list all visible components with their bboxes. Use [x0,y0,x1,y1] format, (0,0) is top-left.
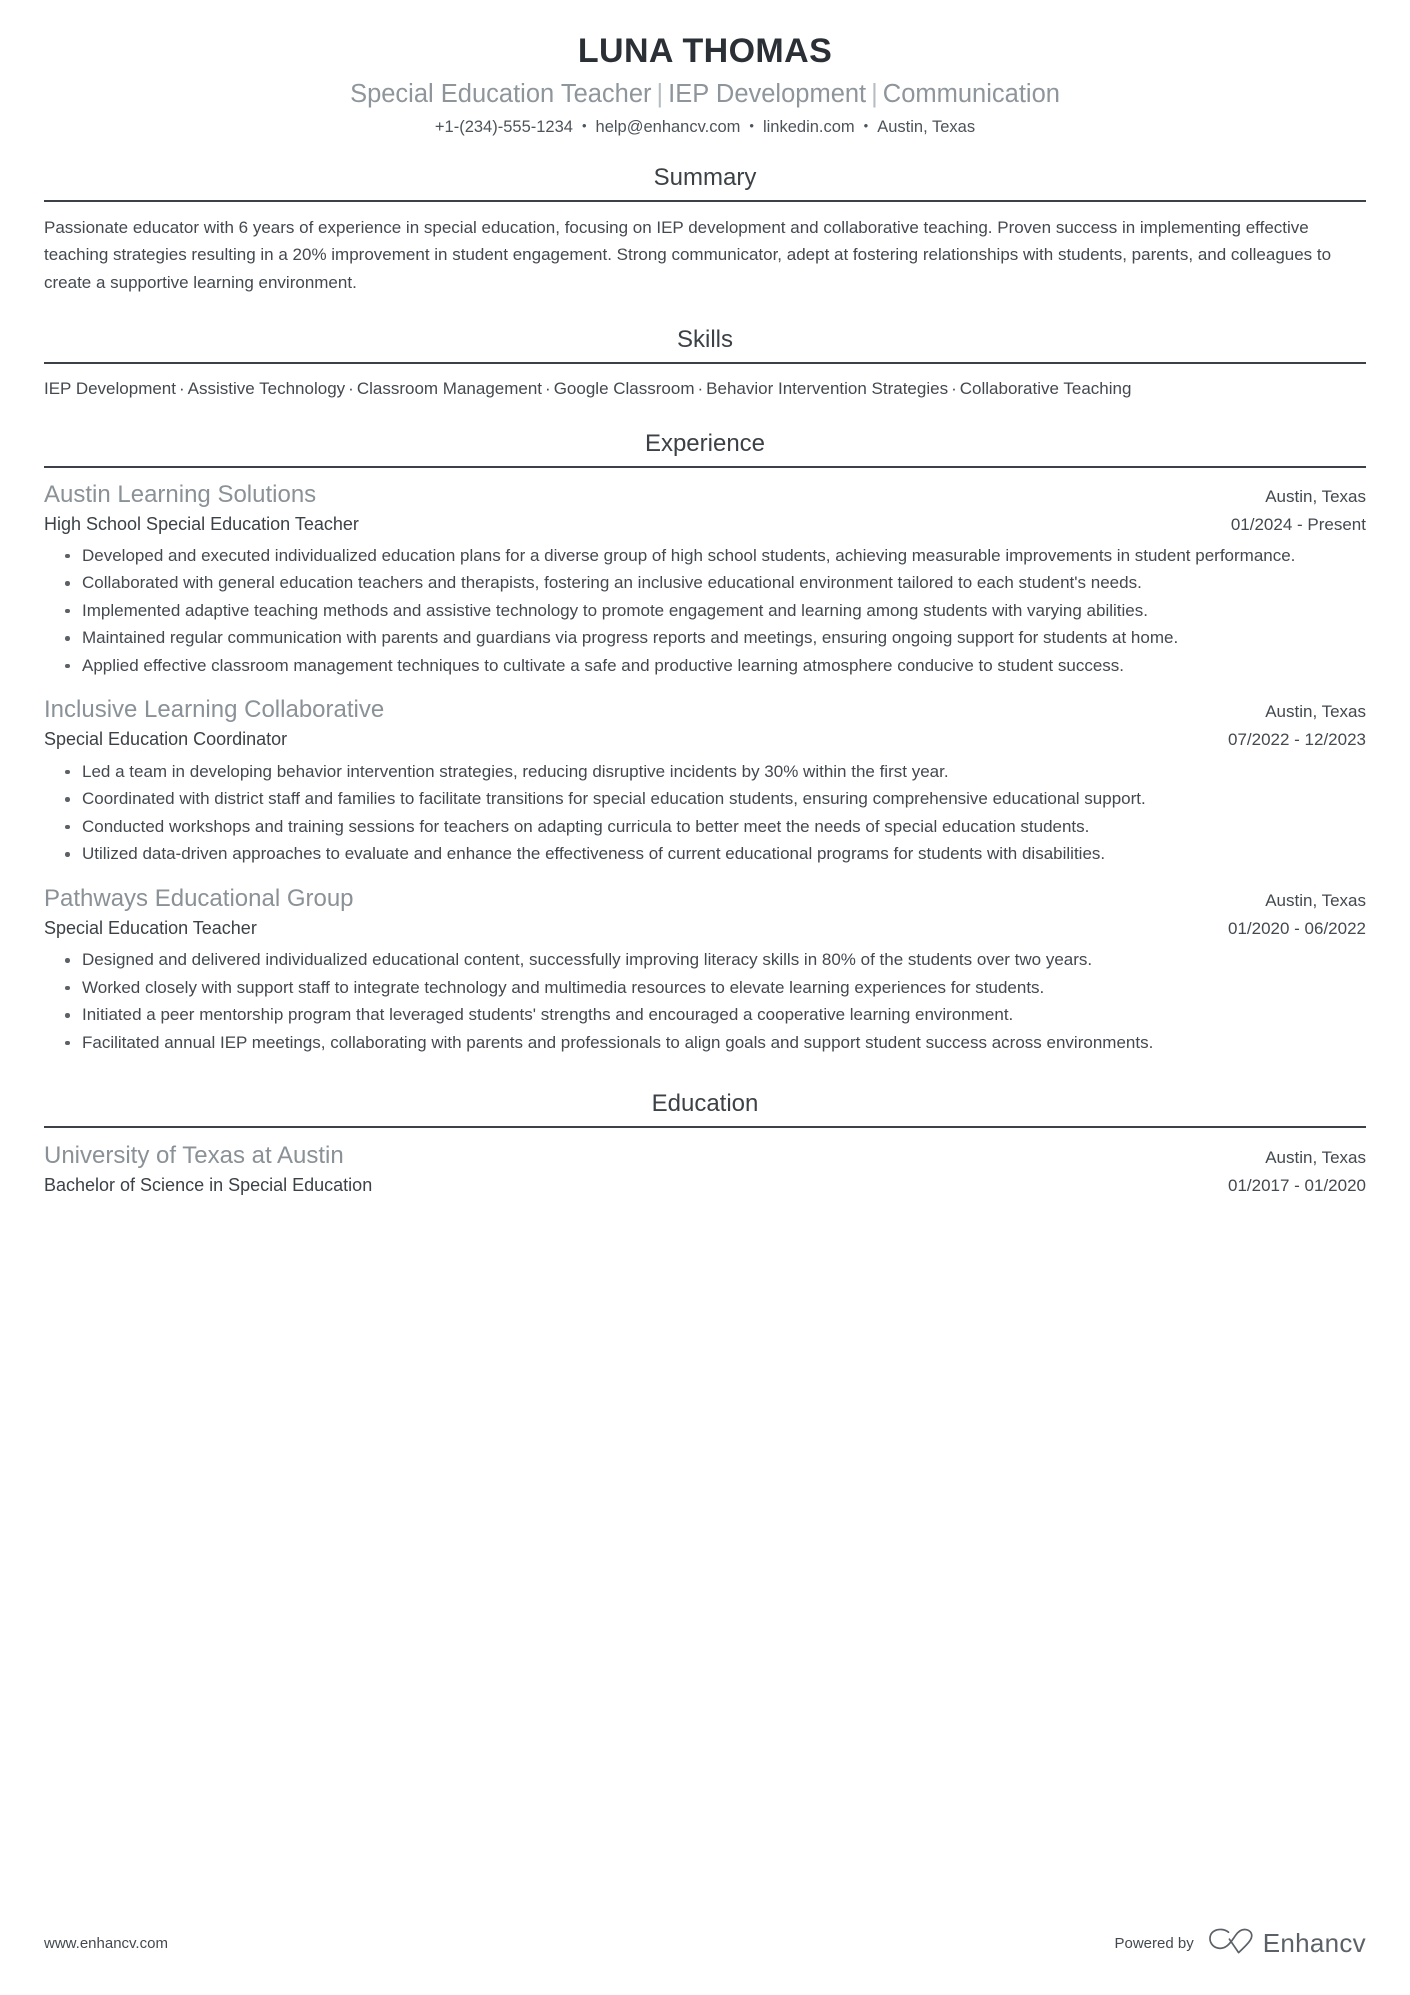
skill-item: Classroom Management [356,379,543,399]
footer-website-url[interactable]: www.enhancv.com [44,1935,168,1952]
job-bullet: Facilitated annual IEP meetings, collaborating with parents and professionals to align goals and support student success across environments. [65,1030,1366,1057]
footer-brand [1114,1928,1366,1959]
section-summary [44,164,1366,296]
contact-email[interactable]: help@enhancv.com [595,117,741,136]
contact-website[interactable]: linkedin.com [762,117,855,136]
job-bullet: Designed and delivered individualized educational content, successfully improving literacy skills in 80% of the students over two years. [65,947,1366,974]
job-bullet: Developed and executed individualized education plans for a diverse group of high school students, achieving measurable improvements in student performance. [65,543,1366,570]
job-bullet: Maintained regular communication with parents and guardians via progress reports and meetings, ensuring ongoing support for students at home. [65,625,1366,652]
school-location: Austin, Texas [1265,1147,1366,1167]
cv-monogram-icon [1208,1928,1254,1959]
job-bullet-list [44,759,1366,868]
section-divider [44,362,1366,364]
bullet-separator-icon: • [581,117,587,133]
headline-separator-icon: | [871,79,878,108]
candidate-headline [44,78,1366,111]
employer-location: Austin, Texas [1265,486,1366,506]
job-bullet: Coordinated with district staff and families to facilitate transitions for special education students, ensuring comprehensive educational support. [65,786,1366,813]
job-dates: 07/2022 - 12/2023 [1227,730,1366,750]
education-entry [44,1140,1366,1197]
bullet-separator-icon: • [863,117,869,133]
experience-entry [44,695,1366,867]
entry-header-row [44,884,1366,914]
enhancv-logo [1208,1928,1366,1959]
contact-location: Austin, Texas [877,117,976,136]
education-header-row [44,1140,1366,1171]
skill-separator-icon: · [348,379,354,399]
entry-subheader-row [44,725,1366,751]
job-dates: 01/2020 - 06/2022 [1227,918,1366,938]
section-title-skills: Skills [676,326,733,354]
job-bullet-list [44,947,1366,1056]
experience-entry [44,480,1366,680]
skills-list [44,376,1366,402]
job-dates: 01/2024 - Present [1230,514,1366,534]
section-experience [44,430,1366,1056]
job-bullet: Applied effective classroom management techniques to cultivate a safe and productive learning atmosphere conducive to student success. [65,653,1366,680]
education-entries [44,1140,1366,1197]
headline-part-1: Special Education Teacher [350,79,652,108]
section-education [44,1090,1366,1197]
skill-item: Assistive Technology [187,379,346,399]
powered-by-label: Powered by [1114,1935,1194,1952]
employer-location: Austin, Texas [1265,702,1366,722]
skill-item: Collaborative Teaching [959,379,1132,399]
entry-header-row [44,695,1366,725]
job-bullet: Utilized data-driven approaches to evaluate and enhance the effectiveness of current educational programs for students with disabilities. [65,841,1366,868]
job-title: High School Special Education Teacher [44,513,359,534]
section-skills [44,326,1366,401]
headline-part-3: Communication [882,79,1060,108]
enhancv-wordmark: Enhancv [1262,1928,1366,1958]
skill-separator-icon: · [951,379,957,399]
contact-line [44,117,1366,138]
entry-subheader-row [44,914,1366,940]
section-divider [44,466,1366,468]
resume-header [44,0,1366,138]
job-bullet: Implemented adaptive teaching methods and assistive technology to promote engagement and learning among students with varying abilities. [65,598,1366,625]
degree-dates: 01/2017 - 01/2020 [1227,1176,1366,1196]
job-bullet-list [44,543,1366,680]
summary-text: Passionate educator with 6 years of experience in special education, focusing on IEP development and collaborative teaching. Proven success in implementing effective teaching strategies resulting in a 20% improvement in student engagement. Strong communicator, adept at fostering relationships with students, parents, and colleagues to create a supportive learning environment. [44,217,1332,292]
headline-part-2: IEP Development [668,79,867,108]
skill-item: IEP Development [44,379,176,399]
employer-name: Austin Learning Solutions [44,480,317,508]
candidate-name: LUNA THOMAS [577,32,833,70]
section-divider [44,200,1366,202]
job-bullet: Collaborated with general education teachers and therapists, fostering an inclusive educational environment tailored to each student's needs. [65,570,1366,597]
entry-header-row [44,480,1366,510]
employer-name: Pathways Educational Group [44,884,354,912]
experience-entry [44,884,1366,1056]
education-subheader-row [44,1171,1366,1197]
skill-separator-icon: · [545,379,551,399]
section-title-summary: Summary [653,164,757,192]
resume-footer [44,1928,1366,1959]
skill-item: Behavior Intervention Strategies [706,379,949,399]
skill-separator-icon: · [697,379,704,399]
entry-subheader-row [44,510,1366,536]
degree-name: Bachelor of Science in Special Education [44,1175,373,1196]
section-divider [44,1126,1366,1128]
skill-separator-icon: · [178,379,185,399]
skill-item: Google Classroom [553,379,695,399]
job-title: Special Education Teacher [44,917,257,938]
job-title: Special Education Coordinator [44,729,288,750]
job-bullet: Initiated a peer mentorship program that leveraged students' strengths and encouraged a cooperative learning environment. [65,1002,1366,1029]
section-title-education: Education [651,1090,759,1118]
section-title-experience: Experience [644,429,766,457]
employer-name: Inclusive Learning Collaborative [44,696,385,724]
experience-entries [44,480,1366,1057]
job-bullet: Led a team in developing behavior intervention strategies, reducing disruptive incidents by 30% within the first year. [65,759,1366,786]
contact-phone: +1-(234)-555-1234 [434,117,573,136]
bullet-separator-icon: • [749,117,754,133]
job-bullet: Conducted workshops and training sessions for teachers on adapting curricula to better meet the needs of special education students. [65,814,1366,841]
headline-separator-icon: | [656,79,664,108]
school-name: University of Texas at Austin [44,1141,344,1169]
job-bullet: Worked closely with support staff to integrate technology and multimedia resources to elevate learning experiences for students. [65,975,1366,1002]
employer-location: Austin, Texas [1265,890,1366,910]
